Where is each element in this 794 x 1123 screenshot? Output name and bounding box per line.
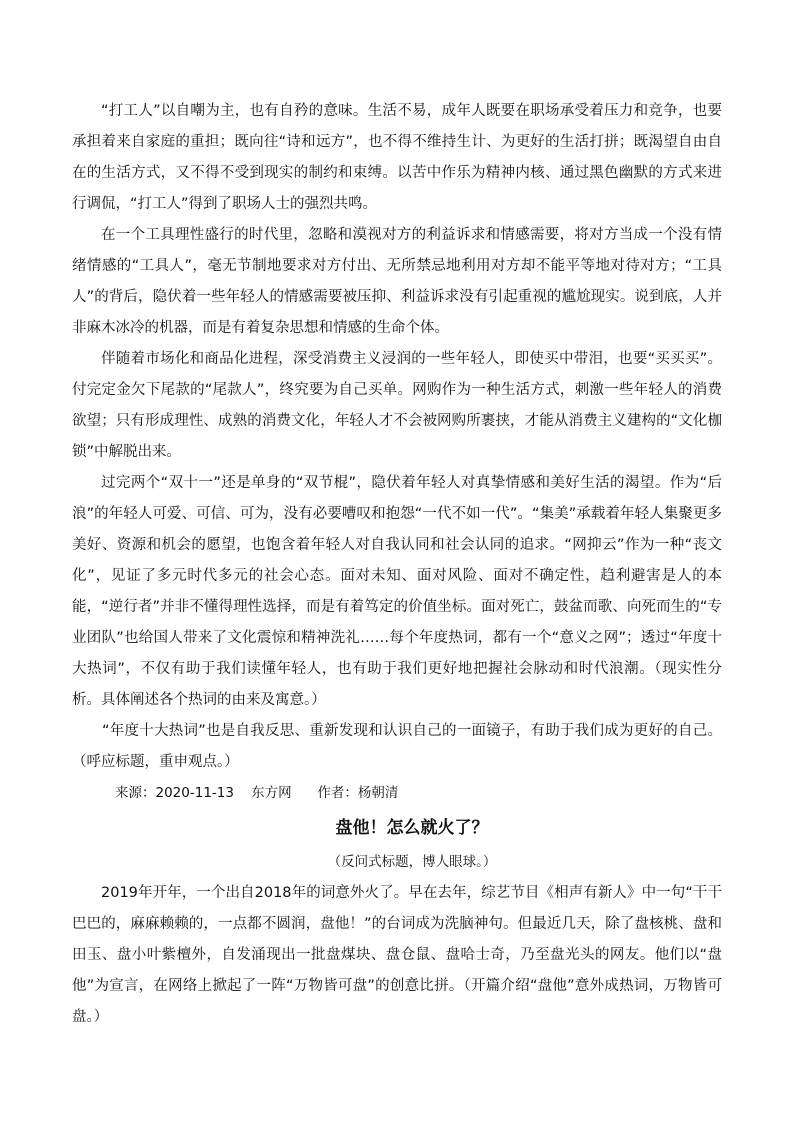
source-line: 来源：2020-11-13 东方网 作者：杨朝清 bbox=[115, 785, 399, 801]
document-page bbox=[72, 96, 722, 1033]
article-title: 盘他！怎么就火了？ bbox=[335, 818, 489, 838]
paragraph-conclusion: “年度十大热词”也是自我反思、重新发现和认识自己的一面镜子，有助于我们成为更好的自己。（呼应标题，重申观点。） bbox=[72, 723, 722, 770]
article-subtitle: （反问式标题，博人眼球。） bbox=[327, 854, 497, 870]
paragraph-dagongren: “打工人”以自嘲为主，也有自矜的意味。生活不易，成年人既要在职场承受着压力和竞争，也要承担着来自家庭的重担；既向往“诗和远方”，也不得不维持生计、为更好的生活打拼；既渴望自由自在的生活方式，又不得不受到现实的制约和束缚。以苦中作乐为精神内核、通过黑色幽默的方式来进行调侃，“打工人”得到了职场人士的强烈共鸣。 bbox=[72, 103, 722, 212]
paragraph-hot-words: 过完两个“双十一”还是单身的“双节棍”，隐伏着年轻人对真挚情感和美好生活的渴望。作为“后浪”的年轻人可爱、可信、可为，没有必要嘈叹和抱怨“一代不如一代”。“集美”承载着年轻人集聚更多美好、资源和机会的愿望，也饱含着年轻人对自我认同和社会认同的追求。“网抑云”作为一种“丧文化”，见证了多元时代多元的社会心态。面对未知、面对风险、面对不确定性，趋利避害是人的本能，“逆行者”并非不懂得理性选择，而是有着笃定的价值坐标。面对死亡，鼓盆而歌、向死而生的“专业团队”也给国人带来了文化震惊和精神洗礼……每个年度热词，都有一个“意义之网”；透过“年度十大热词”，不仅有助于我们读懂年轻人，也有助于我们更好地把握社会脉动和时代浪潮。（现实性分析。具体阐述各个热词的由来及寓意。） bbox=[72, 475, 722, 708]
paragraph-weikuanren: 伴随着市场化和商品化进程，深受消费主义浸润的一些年轻人，即使买中带泪，也要“买买买”。付完定金欠下尾款的“尾款人”，终究要为自己买单。网购作为一种生活方式，刺激一些年轻人的消费欲望；只有形成理性、成熟的消费文化，年轻人才不会被网购所裹挟，才能从消费主义建构的“文化枷锁”中解脱出来。 bbox=[72, 351, 722, 460]
paragraph-gongjuren: 在一个工具理性盛行的时代里，忽略和漠视对方的利益诉求和情感需要，将对方当成一个没有情绪情感的“工具人”，毫无节制地要求对方付出、无所禁忌地利用对方却不能平等地对待对方；“工具人”的背后，隐伏着一些年轻人的情感需要被压抑、利益诉求没有引起重视的尴尬现实。说到底，人并非麻木冰冷的机器，而是有着复杂思想和情感的生命个体。 bbox=[72, 227, 722, 336]
paragraph-panta: 2019年开年，一个出自2018年的词意外火了。早在去年，综艺节目《相声有新人》中一句“干干巴巴的，麻麻赖赖的，一点都不圆润，盘他！”的台词成为洗脑神句。但最近几天，除了盘核桃、盘和田玉、盘小叶紫檀外，自发涌现出一批盘煤块、盘仓鼠、盘哈士奇，乃至盘光头的网友。他们以“盘他”为宣言，在网络上掀起了一阵“万物皆可盘”的创意比拼。（开篇介绍“盘他”意外成热词，万物皆可盘。） bbox=[72, 885, 722, 1025]
